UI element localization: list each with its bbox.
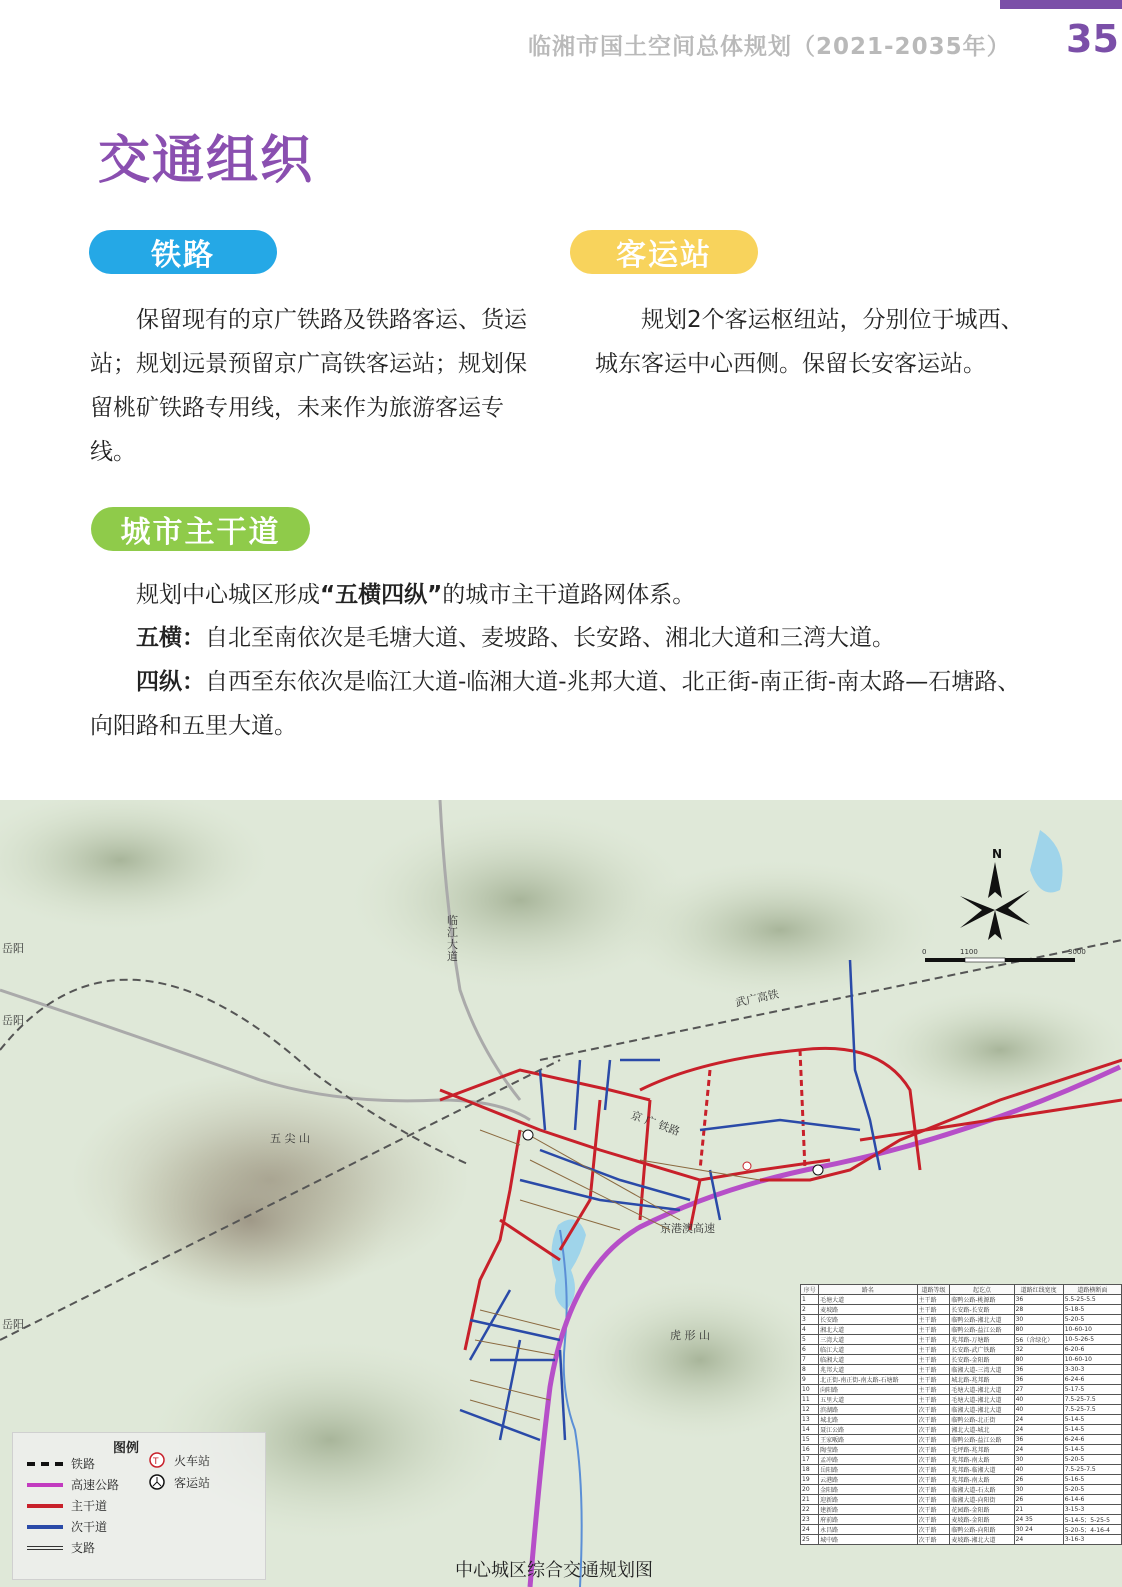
table-cell: 21 bbox=[1014, 1505, 1063, 1515]
table-cell: 主干路 bbox=[917, 1365, 950, 1375]
table-cell: 长安路-金阳路 bbox=[950, 1355, 1014, 1365]
table-cell: 27 bbox=[1014, 1385, 1063, 1395]
table-cell: 向阳路 bbox=[819, 1385, 918, 1395]
legend-expressway-label: 高速公路 bbox=[71, 1478, 120, 1492]
legend-expressway-symbol bbox=[27, 1483, 63, 1487]
table-cell: 次干路 bbox=[917, 1485, 950, 1495]
legend-item-bus-station bbox=[148, 1473, 210, 1491]
table-cell: 2 bbox=[801, 1305, 819, 1315]
legend-railway-label: 铁路 bbox=[71, 1457, 96, 1471]
legend-item-train-station bbox=[148, 1451, 210, 1469]
table-cell: 主干路 bbox=[917, 1395, 950, 1405]
table-cell: 30 bbox=[1014, 1455, 1063, 1465]
table-cell: 兆邦路-南太路 bbox=[950, 1475, 1014, 1485]
table-row bbox=[801, 1405, 1122, 1415]
table-cell: 5-20-5 bbox=[1063, 1315, 1121, 1325]
table-row bbox=[801, 1335, 1122, 1345]
document-title: 临湘市国土空间总体规划（2021-2035年） bbox=[528, 34, 1011, 60]
table-cell: 6-20-6 bbox=[1063, 1345, 1121, 1355]
table-cell: 次干路 bbox=[917, 1525, 950, 1535]
legend-secondary-road-label: 次干道 bbox=[71, 1520, 108, 1534]
table-cell: 24 35 bbox=[1014, 1515, 1063, 1525]
table-cell: 36 bbox=[1014, 1375, 1063, 1385]
table-cell: 毛塘大道-湘北大道 bbox=[950, 1385, 1014, 1395]
table-cell: 花园路-金阳路 bbox=[950, 1505, 1014, 1515]
legend-item-expressway bbox=[27, 1476, 119, 1493]
table-cell: 主干路 bbox=[917, 1335, 950, 1345]
table-header-row bbox=[801, 1285, 1122, 1295]
table-cell: 21 bbox=[801, 1495, 819, 1505]
table-cell: 12 bbox=[801, 1405, 819, 1415]
top-accent-bar bbox=[1000, 0, 1122, 9]
scale-2: 3000 bbox=[1068, 948, 1086, 956]
table-cell: 陶莹路 bbox=[819, 1445, 918, 1455]
rail-pill-label: 铁路 bbox=[89, 230, 277, 274]
table-cell: 主干路 bbox=[917, 1355, 950, 1365]
train-station-icon bbox=[148, 1451, 166, 1469]
table-cell: 26 bbox=[1014, 1475, 1063, 1485]
table-cell: 6-14-6 bbox=[1063, 1495, 1121, 1505]
road-info-table bbox=[800, 1284, 1122, 1545]
table-header-cell: 起讫点 bbox=[950, 1285, 1014, 1295]
table-header-cell: 路名 bbox=[819, 1285, 918, 1295]
legend-branch-road-symbol bbox=[27, 1546, 63, 1550]
table-cell: 5-20-5 bbox=[1063, 1485, 1121, 1495]
table-cell: 9 bbox=[801, 1375, 819, 1385]
rail-text: 保留现有的京广铁路及铁路客运、货运站；规划远景预留京广高铁客运站；规划保留桃矿铁路专用线，未来作为旅游客运专线。 bbox=[90, 307, 527, 465]
table-cell: 6-24-6 bbox=[1063, 1435, 1121, 1445]
table-cell: 10-60-10 bbox=[1063, 1325, 1121, 1335]
table-header-cell: 道路等级 bbox=[917, 1285, 950, 1295]
table-row bbox=[801, 1525, 1122, 1535]
table-body bbox=[801, 1295, 1122, 1545]
bus-station-icon bbox=[148, 1473, 166, 1491]
road-p2-text: 自北至南依次是毛塘大道、麦坡路、长安路、湘北大道和三湾大道。 bbox=[205, 625, 895, 651]
table-row bbox=[801, 1465, 1122, 1475]
table-cell: 3-16-3 bbox=[1063, 1535, 1121, 1545]
table-cell: 36 bbox=[1014, 1365, 1063, 1375]
table-cell: 麦坡路 bbox=[819, 1305, 918, 1315]
table-cell: 40 bbox=[1014, 1395, 1063, 1405]
table-cell: 40 bbox=[1014, 1465, 1063, 1475]
table-cell: 毛塘大道-湘北大道 bbox=[950, 1395, 1014, 1405]
table-cell: 五里大道 bbox=[819, 1395, 918, 1405]
legend-item-railway bbox=[27, 1455, 95, 1472]
table-cell: 19 bbox=[801, 1475, 819, 1485]
table-cell: 8 bbox=[801, 1365, 819, 1375]
table-cell: 湘北大道 bbox=[819, 1325, 918, 1335]
table-row bbox=[801, 1385, 1122, 1395]
table-row bbox=[801, 1535, 1122, 1545]
table-cell: 次干路 bbox=[917, 1475, 950, 1485]
table-cell: 湘北大道-城北 bbox=[950, 1425, 1014, 1435]
table-cell: 聂江公路 bbox=[819, 1425, 918, 1435]
table-cell: 20 bbox=[801, 1485, 819, 1495]
table-row bbox=[801, 1295, 1122, 1305]
table-cell: 毛坪路-兆邦路 bbox=[950, 1445, 1014, 1455]
label-yueyang-2: 岳阳 bbox=[2, 1014, 24, 1027]
table-cell: 临湘大道-湘北大道 bbox=[950, 1405, 1014, 1415]
table-header-cell: 序号 bbox=[801, 1285, 819, 1295]
station-text: 规划2个客运枢纽站，分别位于城西、城东客运中心西侧。保留长安客运站。 bbox=[595, 307, 1024, 377]
table-cell: 麦坡路-金阳路 bbox=[950, 1515, 1014, 1525]
table-row bbox=[801, 1415, 1122, 1425]
table-cell: 临鸭公路-桃源路 bbox=[950, 1295, 1014, 1305]
road-paragraph-1 bbox=[90, 573, 1030, 617]
table-cell: 城北路 bbox=[819, 1415, 918, 1425]
table-cell: 兆邦路-万塘路 bbox=[950, 1335, 1014, 1345]
table-cell: 兆邦大道 bbox=[819, 1365, 918, 1375]
mountain-huxingshan bbox=[570, 1280, 830, 1440]
table-cell: 25 bbox=[801, 1535, 819, 1545]
table-cell: 城北路-兆邦路 bbox=[950, 1375, 1014, 1385]
table-row bbox=[801, 1455, 1122, 1465]
label-wujianshan: 五 尖 山 bbox=[270, 1132, 310, 1145]
table-cell: 5-14-5 bbox=[1063, 1445, 1121, 1455]
table-row bbox=[801, 1515, 1122, 1525]
table-cell: 24 bbox=[1014, 1425, 1063, 1435]
table-cell: 5 bbox=[801, 1335, 819, 1345]
table-row bbox=[801, 1445, 1122, 1455]
road-p2-label: 五横： bbox=[136, 625, 205, 651]
road-p3-label: 四纵： bbox=[136, 669, 205, 695]
table-cell: 次干路 bbox=[917, 1425, 950, 1435]
legend-item-secondary-road bbox=[27, 1518, 107, 1535]
table-cell: 长安路 bbox=[819, 1315, 918, 1325]
table-row bbox=[801, 1345, 1122, 1355]
table-cell: 临湘大道 bbox=[819, 1355, 918, 1365]
table-cell: 临湘大道-向阳街 bbox=[950, 1495, 1014, 1505]
table-cell: 主干路 bbox=[917, 1315, 950, 1325]
table-cell: 28 bbox=[1014, 1305, 1063, 1315]
train-station-icon bbox=[743, 1162, 751, 1170]
table-row bbox=[801, 1315, 1122, 1325]
table-cell: 临湘大道-石太路 bbox=[950, 1485, 1014, 1495]
legend-train-station-label: 火车站 bbox=[174, 1453, 211, 1468]
legend-title: 图例 bbox=[113, 1441, 140, 1456]
road-paragraph-3 bbox=[90, 660, 1030, 748]
table-row bbox=[801, 1355, 1122, 1365]
svg-text:T: T bbox=[153, 1457, 159, 1467]
table-cell: 7.5-25-7.5 bbox=[1063, 1395, 1121, 1405]
table-cell: 11 bbox=[801, 1395, 819, 1405]
map-caption: 中心城区综合交通规划图 bbox=[455, 1560, 653, 1581]
table-cell: 三湾大道 bbox=[819, 1335, 918, 1345]
table-row bbox=[801, 1425, 1122, 1435]
table-cell: 次干路 bbox=[917, 1465, 950, 1475]
table-cell: 临湘大道-三湾大道 bbox=[950, 1365, 1014, 1375]
table-cell: 主干路 bbox=[917, 1325, 950, 1335]
bus-station-icon bbox=[813, 1165, 823, 1175]
road-p1-pre: 规划中心城区形成 bbox=[136, 582, 320, 608]
table-cell: 建新路 bbox=[819, 1505, 918, 1515]
table-cell: 3 bbox=[801, 1315, 819, 1325]
table-cell: 40 bbox=[1014, 1405, 1063, 1415]
table-cell: 王家畈路 bbox=[819, 1435, 918, 1445]
table-header-cell: 道路横断面 bbox=[1063, 1285, 1121, 1295]
table-cell: 18 bbox=[801, 1465, 819, 1475]
legend-main-road-symbol bbox=[27, 1504, 63, 1508]
table-cell: 3-30-3 bbox=[1063, 1365, 1121, 1375]
table-row bbox=[801, 1365, 1122, 1375]
table-cell: 80 bbox=[1014, 1355, 1063, 1365]
table-cell: 永昌路 bbox=[819, 1525, 918, 1535]
table-cell: 麦坡路-湘北大道 bbox=[950, 1535, 1014, 1545]
table-cell: 次干路 bbox=[917, 1405, 950, 1415]
table-cell: 金阳路 bbox=[819, 1485, 918, 1495]
table-cell: 5-20-5 bbox=[1063, 1455, 1121, 1465]
label-yueyang-3: 岳阳 bbox=[2, 1318, 24, 1331]
table-cell: 兆邦路-南太路 bbox=[950, 1455, 1014, 1465]
table-cell: 主干路 bbox=[917, 1385, 950, 1395]
table-cell: 临鸭公路-向阳路 bbox=[950, 1525, 1014, 1535]
table-cell: 长安路-长安路 bbox=[950, 1305, 1014, 1315]
label-expressway: 京港澳高速 bbox=[660, 1222, 715, 1235]
table-cell: 主干路 bbox=[917, 1305, 950, 1315]
table-cell: 云港路 bbox=[819, 1475, 918, 1485]
table-row bbox=[801, 1305, 1122, 1315]
table-cell: 主干路 bbox=[917, 1375, 950, 1385]
table-cell: 36 bbox=[1014, 1435, 1063, 1445]
table-cell: 36 bbox=[1014, 1295, 1063, 1305]
table-cell: 3-15-3 bbox=[1063, 1505, 1121, 1515]
table-cell: 次干路 bbox=[917, 1515, 950, 1525]
table-cell: 15 bbox=[801, 1435, 819, 1445]
label-jingguang-rail: 京 广 铁路 bbox=[629, 1108, 682, 1139]
table-cell: 临鸭公路-益江公路 bbox=[950, 1325, 1014, 1335]
table-cell: 5-17-5 bbox=[1063, 1385, 1121, 1395]
map-legend bbox=[12, 1432, 266, 1580]
table-cell: 5-20-5；4-16-4 bbox=[1063, 1525, 1121, 1535]
table-cell: 56（含绿化） bbox=[1014, 1335, 1063, 1345]
rail-paragraph bbox=[90, 298, 528, 474]
table-cell: 5.5-25-5.5 bbox=[1063, 1295, 1121, 1305]
table-cell: 24 bbox=[801, 1525, 819, 1535]
section-title: 交通组织 bbox=[98, 131, 315, 191]
table-cell: 6 bbox=[801, 1345, 819, 1355]
table-cell: 10-60-10 bbox=[1063, 1355, 1121, 1365]
road-p3-text: 自西至东依次是临江大道-临湘大道-兆邦大道、北正街-南正街-南太路—石塘路、向阳路和五里大道。 bbox=[90, 669, 1021, 739]
table-cell: 24 bbox=[1014, 1535, 1063, 1545]
road-paragraph-2 bbox=[90, 616, 1030, 660]
table-cell: 长安路-武广铁路 bbox=[950, 1345, 1014, 1355]
table-cell: 17 bbox=[801, 1455, 819, 1465]
table-cell: 7.5-25-7.5 bbox=[1063, 1405, 1121, 1415]
legend-secondary-road-symbol bbox=[27, 1525, 63, 1529]
label-yueyang-1: 岳阳 bbox=[2, 942, 24, 955]
table-cell: 府前路 bbox=[819, 1515, 918, 1525]
table-cell: 兆邦路-临湘大道 bbox=[950, 1465, 1014, 1475]
table-cell: 北正街-南正街-南太路-石塘路 bbox=[819, 1375, 918, 1385]
table-cell: 32 bbox=[1014, 1345, 1063, 1355]
table-cell: 迎新路 bbox=[819, 1495, 918, 1505]
table-cell: 30 bbox=[1014, 1315, 1063, 1325]
table-cell: 次干路 bbox=[917, 1445, 950, 1455]
table-cell: 临江大道 bbox=[819, 1345, 918, 1355]
table-row bbox=[801, 1505, 1122, 1515]
table-cell: 次干路 bbox=[917, 1415, 950, 1425]
table-cell: 80 bbox=[1014, 1325, 1063, 1335]
table-cell: 滨湖路 bbox=[819, 1405, 918, 1415]
table-cell: 临鸭公路-益江公路 bbox=[950, 1435, 1014, 1445]
table-cell: 13 bbox=[801, 1415, 819, 1425]
table-cell: 30 bbox=[1014, 1485, 1063, 1495]
table-row bbox=[801, 1485, 1122, 1495]
scale-0: 0 bbox=[922, 948, 927, 956]
mountain-east bbox=[870, 990, 1122, 1110]
legend-item-main-road bbox=[27, 1497, 107, 1514]
table-cell: 5-14-5 bbox=[1063, 1415, 1121, 1425]
table-row bbox=[801, 1495, 1122, 1505]
table-row bbox=[801, 1375, 1122, 1385]
table-cell: 主干路 bbox=[917, 1345, 950, 1355]
table-cell: 孟冲路 bbox=[819, 1455, 918, 1465]
table-row bbox=[801, 1475, 1122, 1485]
table-cell: 城中路 bbox=[819, 1535, 918, 1545]
table-cell: 主干路 bbox=[917, 1295, 950, 1305]
legend-railway-symbol bbox=[27, 1462, 63, 1466]
table-cell: 24 bbox=[1014, 1445, 1063, 1455]
table-cell: 次干路 bbox=[917, 1505, 950, 1515]
legend-branch-road-label: 支路 bbox=[71, 1541, 96, 1555]
table-cell: 5-16-5 bbox=[1063, 1475, 1121, 1485]
label-huxingshan: 虎 形 山 bbox=[670, 1329, 710, 1342]
table-cell: 次干路 bbox=[917, 1455, 950, 1465]
scale-1: 1100 bbox=[960, 948, 978, 956]
table-cell: 26 bbox=[1014, 1495, 1063, 1505]
table-cell: 5-18-5 bbox=[1063, 1305, 1121, 1315]
mountain-northeast bbox=[620, 860, 940, 1000]
north-label: N bbox=[992, 847, 1003, 861]
road-p1-post: 的城市主干道路网体系。 bbox=[442, 582, 696, 608]
table-cell: 5-14-5 bbox=[1063, 1425, 1121, 1435]
bus-station-icon bbox=[523, 1130, 533, 1140]
table-cell: 7.5-25-7.5 bbox=[1063, 1465, 1121, 1475]
table-cell: 14 bbox=[801, 1425, 819, 1435]
table-cell: 10-5-26-5 bbox=[1063, 1335, 1121, 1345]
road-pill-label: 城市主干道 bbox=[91, 507, 310, 551]
table-cell: 次干路 bbox=[917, 1495, 950, 1505]
table-cell: 30 24 bbox=[1014, 1525, 1063, 1535]
table-cell: 4 bbox=[801, 1325, 819, 1335]
table-cell: 24 bbox=[1014, 1415, 1063, 1425]
table-cell: 16 bbox=[801, 1445, 819, 1455]
mountain-shade bbox=[110, 1130, 390, 1310]
table-row bbox=[801, 1395, 1122, 1405]
table-cell: 22 bbox=[801, 1505, 819, 1515]
station-paragraph bbox=[595, 298, 1035, 386]
page-number: 35 bbox=[1066, 17, 1119, 61]
label-linjiang-road: 临江大道 bbox=[447, 914, 458, 963]
table-cell: 毛塘大道 bbox=[819, 1295, 918, 1305]
table-cell: 5-14-5；5-25-5 bbox=[1063, 1515, 1121, 1525]
legend-item-branch-road bbox=[27, 1539, 95, 1556]
table-cell: 次干路 bbox=[917, 1535, 950, 1545]
table-row bbox=[801, 1325, 1122, 1335]
label-wuguang-rail: 武广高铁 bbox=[734, 987, 780, 1010]
table-cell: 1 bbox=[801, 1295, 819, 1305]
station-pill-label: 客运站 bbox=[570, 230, 758, 274]
table-cell: 10 bbox=[801, 1385, 819, 1395]
legend-main-road-label: 主干道 bbox=[71, 1499, 108, 1513]
table-row bbox=[801, 1435, 1122, 1445]
legend-bus-station-label: 客运站 bbox=[174, 1475, 211, 1490]
table-header-cell: 道路红线宽度 bbox=[1014, 1285, 1063, 1295]
road-p1-bold: “五横四纵” bbox=[320, 582, 443, 608]
table-cell: 岳阳路 bbox=[819, 1465, 918, 1475]
table-cell: 临鸭公路-湘北大道 bbox=[950, 1315, 1014, 1325]
table-cell: 次干路 bbox=[917, 1435, 950, 1445]
table-cell: 6-24-6 bbox=[1063, 1375, 1121, 1385]
table-cell: 23 bbox=[801, 1515, 819, 1525]
table-cell: 临鸭公路-北正街 bbox=[950, 1415, 1014, 1425]
table-cell: 7 bbox=[801, 1355, 819, 1365]
